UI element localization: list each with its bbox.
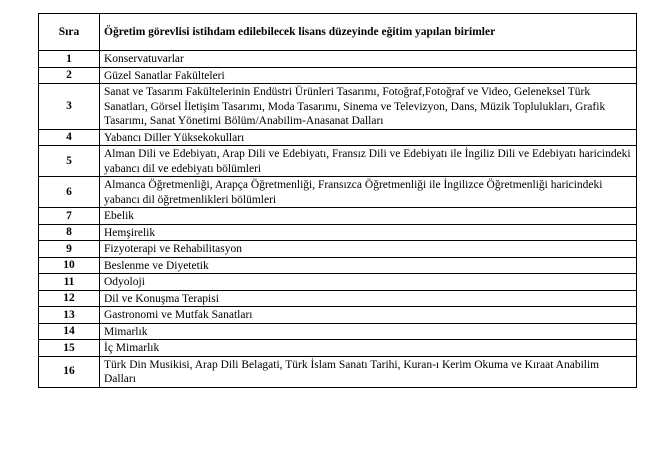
row-number: 5 xyxy=(39,146,100,177)
row-number: 8 xyxy=(39,224,100,241)
table-row xyxy=(39,177,637,208)
row-number: 11 xyxy=(39,274,100,291)
column-header-unit: Öğretim görevlisi istihdam edilebilecek lisans düzeyinde eğitim yapılan birimler xyxy=(100,14,637,51)
table-row xyxy=(39,146,637,177)
row-number: 12 xyxy=(39,290,100,307)
row-unit: Dil ve Konuşma Terapisi xyxy=(100,290,637,307)
row-unit: Odyoloji xyxy=(100,274,637,291)
row-unit: Türk Din Musikisi, Arap Dili Belagati, Türk İslam Sanatı Tarihi, Kuran-ı Kerim Okuma ve Kıraat Anabilim Dalları xyxy=(100,356,637,387)
table-row xyxy=(39,241,637,258)
units-table xyxy=(38,13,637,388)
row-unit: Sanat ve Tasarım Fakültelerinin Endüstri Ürünleri Tasarımı, Fotoğraf,Fotoğraf ve Video, Geleneksel Türk Sanatları, Görsel İletişim Tasarımı, Moda Tasarımı, Sinema ve Televizyon, Dans, Müzik Toplulukları, Grafik Tasarımı, Sanat Yönetimi Bölüm/Anabilim-Anasanat Dalları xyxy=(100,84,637,130)
table-row xyxy=(39,67,637,84)
row-number: 3 xyxy=(39,84,100,130)
row-unit: Güzel Sanatlar Fakülteleri xyxy=(100,67,637,84)
row-unit: Fizyoterapi ve Rehabilitasyon xyxy=(100,241,637,258)
table-header-row xyxy=(39,14,637,51)
table-row xyxy=(39,208,637,225)
row-unit: Alman Dili ve Edebiyatı, Arap Dili ve Edebiyatı, Fransız Dili ve Edebiyatı ile İngiliz Dili ve Edebiyatı haricindeki yabancı dil ve edebiyatı bölümleri xyxy=(100,146,637,177)
row-number: 2 xyxy=(39,67,100,84)
table-row xyxy=(39,224,637,241)
table-row xyxy=(39,51,637,68)
table-row xyxy=(39,274,637,291)
row-unit: Konservatuvarlar xyxy=(100,51,637,68)
row-number: 4 xyxy=(39,129,100,146)
row-unit: Almanca Öğretmenliği, Arapça Öğretmenliği, Fransızca Öğretmenliği ile İngilizce Öğretmenliği haricindeki yabancı dil öğretmenlikleri bölümleri xyxy=(100,177,637,208)
row-unit: Mimarlık xyxy=(100,323,637,340)
row-number: 13 xyxy=(39,307,100,324)
row-unit: İç Mimarlık xyxy=(100,340,637,357)
table-row xyxy=(39,307,637,324)
table-row xyxy=(39,356,637,387)
column-header-no: Sıra xyxy=(39,14,100,51)
row-number: 1 xyxy=(39,51,100,68)
row-number: 6 xyxy=(39,177,100,208)
row-unit: Yabancı Diller Yüksekokulları xyxy=(100,129,637,146)
row-unit: Beslenme ve Diyetetik xyxy=(100,257,637,274)
row-number: 10 xyxy=(39,257,100,274)
table-row xyxy=(39,257,637,274)
row-unit: Gastronomi ve Mutfak Sanatları xyxy=(100,307,637,324)
units-table-container xyxy=(38,13,636,388)
row-number: 7 xyxy=(39,208,100,225)
table-row xyxy=(39,290,637,307)
table-row xyxy=(39,340,637,357)
row-unit: Ebelik xyxy=(100,208,637,225)
row-unit: Hemşirelik xyxy=(100,224,637,241)
row-number: 14 xyxy=(39,323,100,340)
table-row xyxy=(39,129,637,146)
table-row xyxy=(39,323,637,340)
row-number: 9 xyxy=(39,241,100,258)
row-number: 16 xyxy=(39,356,100,387)
table-row xyxy=(39,84,637,130)
row-number: 15 xyxy=(39,340,100,357)
